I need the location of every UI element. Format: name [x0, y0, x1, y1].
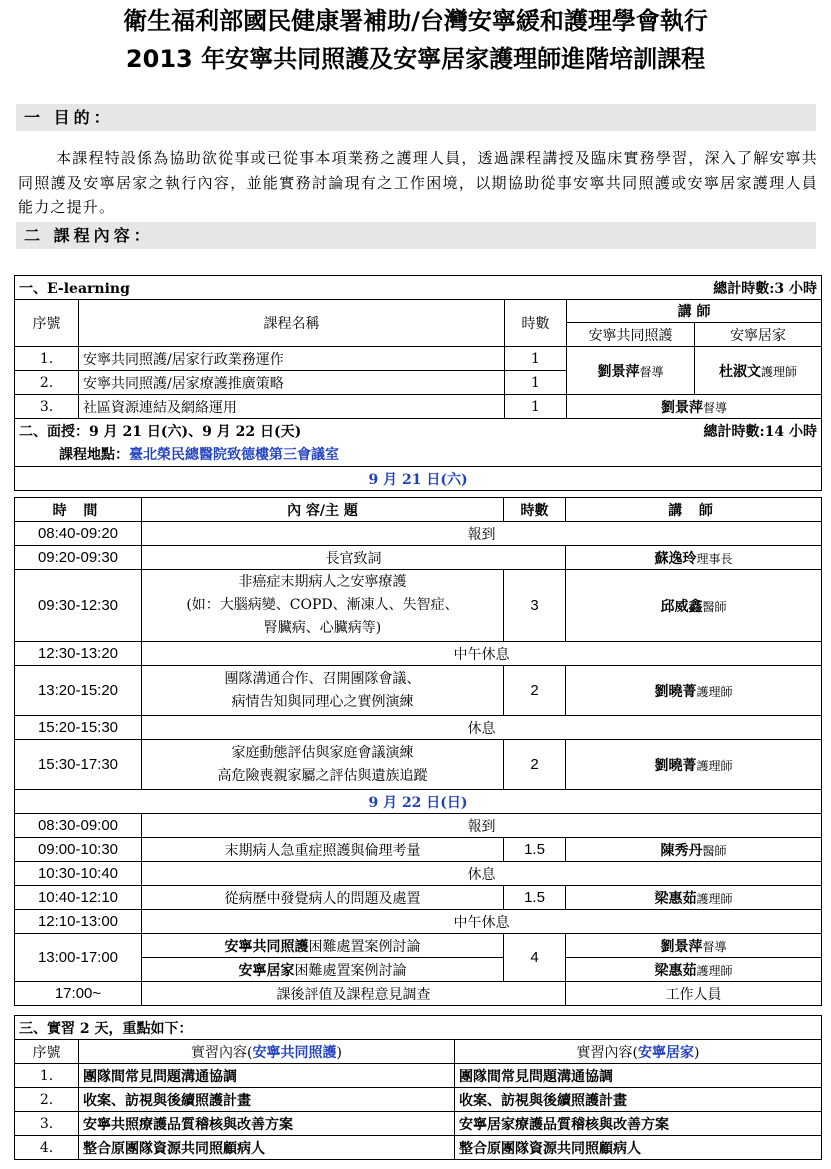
hours: 1.5 — [504, 838, 566, 862]
lecturer: 邱威鑫醫師 — [566, 570, 822, 642]
course-table — [14, 275, 822, 491]
lecturer: 劉景萍督導 — [567, 395, 822, 419]
col-no: 序號 — [15, 300, 79, 347]
row-no: 2. — [15, 1088, 79, 1112]
schedule-row — [15, 814, 822, 838]
elearning-row — [15, 347, 822, 371]
shared-item: 整合原團隊資源共同照顧病人 — [79, 1136, 455, 1160]
schedule-row — [15, 642, 822, 666]
schedule-row — [15, 546, 822, 570]
col-hours: 時數 — [504, 498, 566, 522]
content: 非癌症末期病人之安寧療護 (如：大腦病變、COPD、漸凍人、失智症、 腎臟病、心臟病等) — [142, 570, 504, 642]
time: 09:00-10:30 — [15, 838, 142, 862]
time: 10:40-12:10 — [15, 886, 142, 910]
col-content: 內 容/主 題 — [142, 498, 504, 522]
lecturer: 工作人員 — [566, 982, 822, 1006]
row-no: 2. — [15, 371, 79, 395]
face-header: 二、面授：9 月 21 日(六)、9 月 22 日(天) — [15, 419, 567, 443]
practice-row — [15, 1112, 822, 1136]
content: 安寧共同照護困難處置案例討論 — [142, 934, 504, 958]
content: 中午休息 — [142, 910, 822, 934]
practice-row — [15, 1136, 822, 1160]
col-home-care: 安寧居家 — [695, 323, 822, 347]
schedule-row — [15, 886, 822, 910]
lecturer: 劉景萍督導 — [566, 934, 822, 958]
time: 15:20-15:30 — [15, 716, 142, 740]
content: 休息 — [142, 716, 822, 740]
schedule-row — [15, 522, 822, 546]
hours: 2 — [504, 666, 566, 716]
face-header-row — [15, 419, 822, 443]
home-item: 團隊間常見問題溝通協調 — [455, 1064, 822, 1088]
col-shared-care: 安寧共同照護 — [567, 323, 695, 347]
schedule-colhead-row — [15, 498, 822, 522]
time: 08:40-09:20 — [15, 522, 142, 546]
schedule-row — [15, 910, 822, 934]
content: 從病歷中發覺病人的問題及處置 — [142, 886, 504, 910]
shared-item: 團隊間常見問題溝通協調 — [79, 1064, 455, 1088]
practice-row — [15, 1064, 822, 1088]
schedule-row — [15, 838, 822, 862]
hours: 2 — [504, 740, 566, 790]
hours: 4 — [504, 934, 566, 982]
content: 中午休息 — [142, 642, 822, 666]
hours: 3 — [504, 570, 566, 642]
col-lecturer: 講 師 — [567, 300, 822, 323]
practice-header: 三、實習 2 天，重點如下： — [15, 1016, 822, 1040]
col-hours: 時數 — [505, 300, 567, 347]
practice-table — [14, 1015, 822, 1160]
time: 15:30-17:30 — [15, 740, 142, 790]
row-no: 1. — [15, 347, 79, 371]
course-name: 社區資源連結及網絡運用 — [79, 395, 505, 419]
course-name: 安寧共同照護/居家療護推廣策略 — [79, 371, 505, 395]
lecturer: 梁惠茹護理師 — [566, 886, 822, 910]
elearning-header: 一、E-learning — [15, 276, 505, 300]
content: 家庭動態評估與家庭會議演練 高危險喪親家屬之評估與遺族追蹤 — [142, 740, 504, 790]
purpose-paragraph: 本課程特設係為協助欲從事或已從事本項業務之護理人員，透過課程講授及臨床實務學習，深入了解安寧共同照護及安寧居家之執行內容，並能實務討論現有之工作困境，以期協助從事安寧共同照護或安寧居家護理人員能力之提升。 — [18, 149, 818, 216]
lecturer: 蘇逸玲理事長 — [566, 546, 822, 570]
course-hours: 1 — [505, 347, 567, 371]
time: 10:30-10:40 — [15, 862, 142, 886]
schedule-table — [14, 497, 822, 1006]
practice-colhead-row — [15, 1040, 822, 1064]
course-hours: 1 — [505, 395, 567, 419]
row-no: 3. — [15, 395, 79, 419]
lecturer: 陳秀丹醫師 — [566, 838, 822, 862]
location-row — [15, 443, 822, 467]
practice-row — [15, 1088, 822, 1112]
elearning-total: 總計時數:3 小時 — [505, 276, 822, 300]
col-time: 時 間 — [15, 498, 142, 522]
shared-item: 收案、訪視與後續照護計畫 — [79, 1088, 455, 1112]
day2-label: 9 月 22 日(日) — [15, 790, 822, 814]
elearning-row — [15, 395, 822, 419]
day1-row — [15, 467, 822, 491]
hours: 1.5 — [504, 886, 566, 910]
day1-label: 9 月 21 日(六) — [15, 467, 822, 491]
shared-item: 安寧共照療護品質稽核與改善方案 — [79, 1112, 455, 1136]
section-heading-content: 二 課程內容： — [16, 222, 816, 249]
schedule-row — [15, 862, 822, 886]
time: 13:20-15:20 — [15, 666, 142, 716]
section-heading-purpose: 一 目的： — [16, 104, 816, 131]
col-lecturer: 講 師 — [566, 498, 822, 522]
lecturer-shared: 劉景萍督導 — [567, 347, 695, 395]
title-line-1: 衛生福利部國民健康署補助/台灣安寧緩和護理學會執行 — [123, 7, 708, 35]
content: 團隊溝通合作、召開團隊會議、 病情告知與同理心之實例演練 — [142, 666, 504, 716]
schedule-row — [15, 934, 822, 958]
row-no: 4. — [15, 1136, 79, 1160]
time: 09:30-12:30 — [15, 570, 142, 642]
schedule-row — [15, 740, 822, 790]
time: 17:00~ — [15, 982, 142, 1006]
lecturer: 劉曉菁護理師 — [566, 666, 822, 716]
home-item: 安寧居家療護品質稽核與改善方案 — [455, 1112, 822, 1136]
time: 12:30-13:20 — [15, 642, 142, 666]
content: 課後評值及課程意見調查 — [142, 982, 566, 1006]
schedule-row — [15, 716, 822, 740]
schedule-row — [15, 570, 822, 642]
course-location: 課程地點：臺北榮民總醫院致德樓第三會議室 — [15, 443, 822, 467]
face-total: 總計時數:14 小時 — [567, 419, 822, 443]
elearning-header-row — [15, 276, 822, 300]
course-hours: 1 — [505, 371, 567, 395]
content: 長官致詞 — [142, 546, 566, 570]
schedule-row — [15, 982, 822, 1006]
col-shared-practice: 實習內容(安寧共同照護) — [79, 1040, 455, 1064]
row-no: 3. — [15, 1112, 79, 1136]
content: 安寧居家困難處置案例討論 — [142, 958, 504, 982]
home-item: 整合原團隊資源共同照顧病人 — [455, 1136, 822, 1160]
time: 09:20-09:30 — [15, 546, 142, 570]
time: 13:00-17:00 — [15, 934, 142, 982]
content: 報到 — [142, 814, 822, 838]
title-line-2: 2013 年安寧共同照護及安寧居家護理師進階培訓課程 — [125, 45, 706, 73]
schedule-row — [15, 666, 822, 716]
col-no: 序號 — [15, 1040, 79, 1064]
day2-row — [15, 790, 822, 814]
lecturer: 梁惠茹護理師 — [566, 958, 822, 982]
practice-header-row — [15, 1016, 822, 1040]
time: 08:30-09:00 — [15, 814, 142, 838]
content: 休息 — [142, 862, 822, 886]
time: 12:10-13:00 — [15, 910, 142, 934]
course-name: 安寧共同照護/居家行政業務運作 — [79, 347, 505, 371]
content: 末期病人急重症照護與倫理考量 — [142, 838, 504, 862]
lecturer: 劉曉菁護理師 — [566, 740, 822, 790]
col-course-name: 課程名稱 — [79, 300, 505, 347]
content: 報到 — [142, 522, 822, 546]
col-home-practice: 實習內容(安寧居家) — [455, 1040, 822, 1064]
home-item: 收案、訪視與後續照護計畫 — [455, 1088, 822, 1112]
elearning-colhead-row — [15, 300, 822, 323]
lecturer-home: 杜淑文護理師 — [695, 347, 822, 395]
row-no: 1. — [15, 1064, 79, 1088]
